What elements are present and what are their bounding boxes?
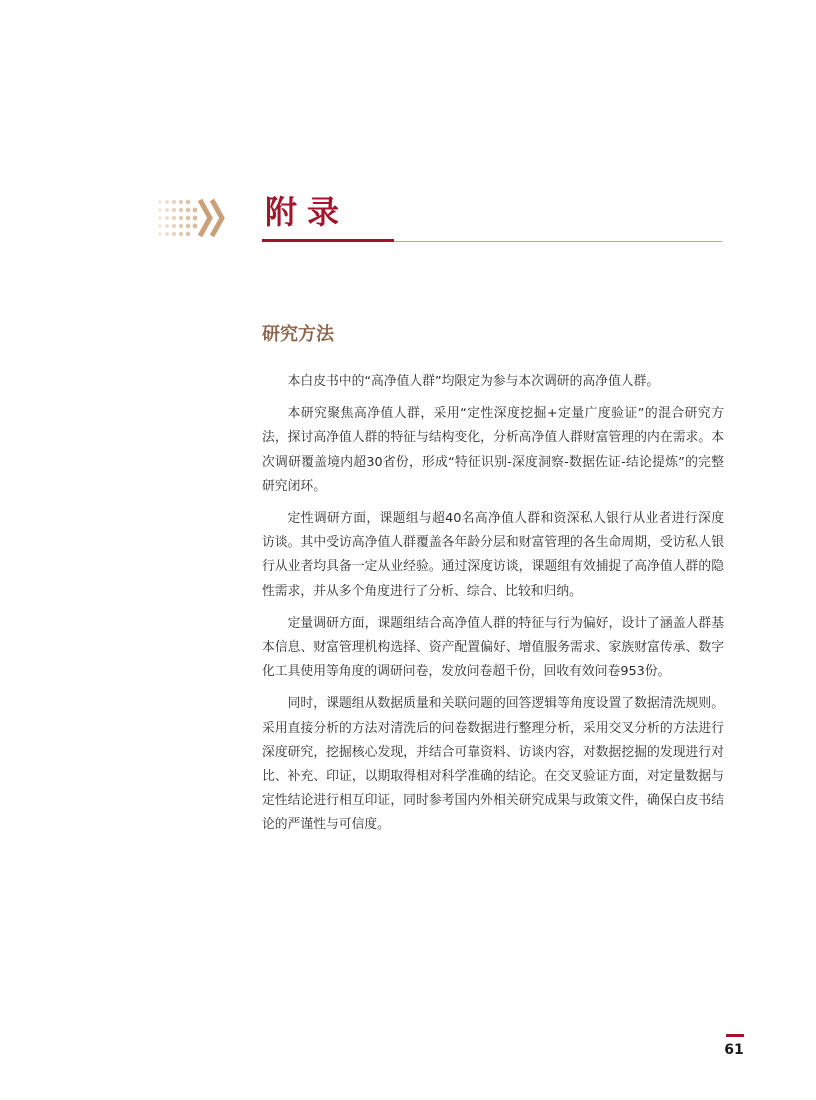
title-accent-bar	[262, 239, 394, 242]
body-text	[262, 370, 724, 846]
chapter-title: 附录	[265, 193, 350, 231]
page-number: 61	[724, 1042, 744, 1058]
paragraph-3: 定性调研方面，课题组与超40名高净值人群和资深私人银行从业者进行深度访谈。其中受访高净值人群覆盖各年龄分层和财富管理的各生命周期，受访私人银行从业者均具备一定从业经验。通过深度访谈，课题组有效捕捉了高净值人群的隐性需求，并从多个角度进行了分析、综合、比较和归纳。	[262, 511, 724, 599]
paragraph-4: 定量调研方面，课题组结合高净值人群的特征与行为偏好，设计了涵盖人群基本信息、财富管理机构选择、资产配置偏好、增值服务需求、家族财富传承、数字化工具使用等角度的调研问卷，发放问卷超千份，回收有效问卷953份。	[262, 615, 724, 680]
paragraph-2: 本研究聚焦高净值人群，采用“定性深度挖掘+定量广度验证”的混合研究方法，探讨高净值人群的特征与结构变化，分析高净值人群财富管理的内在需求。本次调研覆盖境内超30省份，形成“特征识别-深度洞察-数据佐证-结论提炼”的完整研究闭环。	[262, 406, 724, 494]
paragraph-5: 同时，课题组从数据质量和关联问题的回答逻辑等角度设置了数据清洗规则。采用直接分析的方法对清洗后的问卷数据进行整理分析，采用交叉分析的方法进行深度研究，挖掘核心发现，并结合可靠资料、访谈内容，对数据挖掘的发现进行对比、补充、印证，以期取得相对科学准确的结论。在交叉验证方面，对定量数据与定性结论进行相互印证，同时参考国内外相关研究成果与政策文件，确保白皮书结论的严谨性与可信度。	[262, 696, 724, 833]
paragraph-1: 本白皮书中的“高净值人群”均限定为参与本次调研的高净值人群。	[287, 374, 660, 389]
dotted-arrow-decoration-icon	[156, 194, 234, 242]
page-number-accent	[726, 1034, 744, 1037]
section-heading: 研究方法	[262, 324, 334, 345]
